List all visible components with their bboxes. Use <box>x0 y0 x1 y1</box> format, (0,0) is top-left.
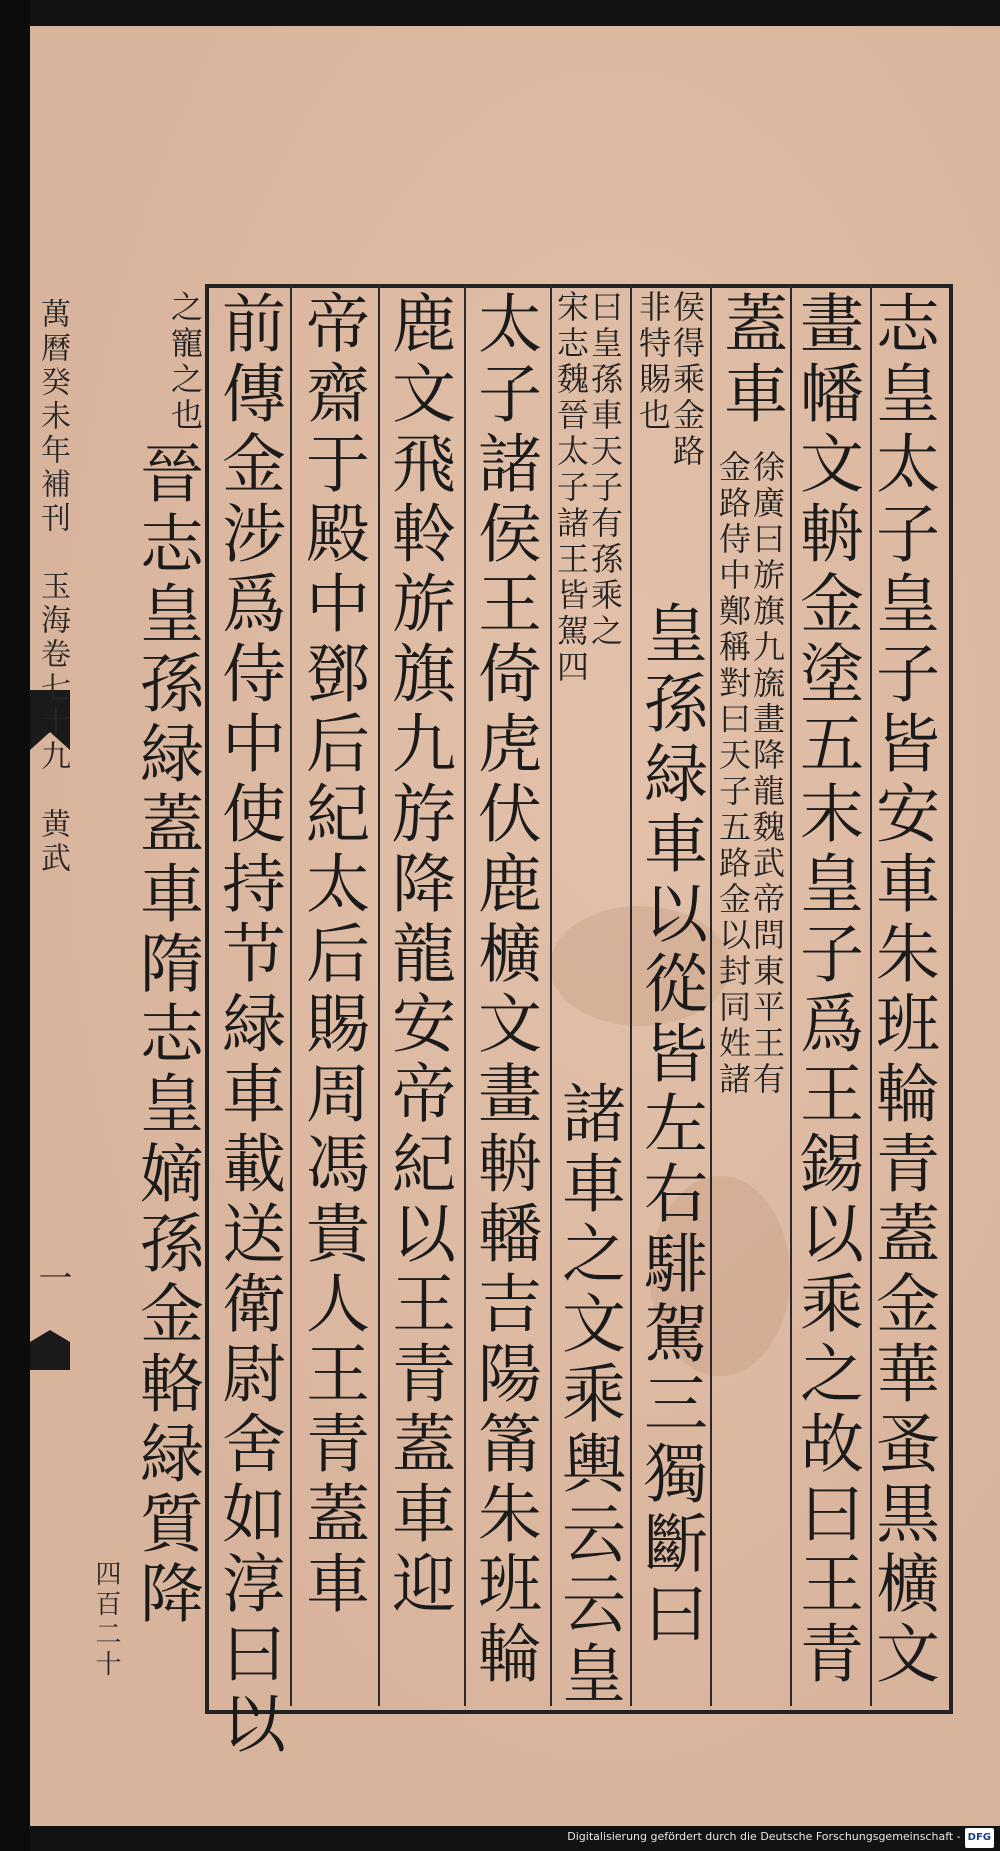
annotation-left: 宋志魏晉太子諸王皆駕四 <box>552 290 590 686</box>
column-lead-text: 蓋車 <box>713 290 787 430</box>
scan-dark-edge <box>0 0 30 1851</box>
text-column-10: 晉志皇孫緑蓋車隋志皇嫡孫金輅緑質降 <box>129 440 203 1630</box>
column-rule <box>630 284 632 1706</box>
margin-bottom-count: 四百二十 <box>91 1560 121 1680</box>
text-column-10-lead <box>130 290 204 434</box>
margin-title: 萬曆癸未年補刊 玉海卷七十九 黄武 <box>35 298 70 876</box>
text-column-2: 畫幡文輈金塗五末皇子爲王錫以乘之故曰王青 <box>789 290 863 1690</box>
annotation-pair-3 <box>714 450 786 1700</box>
footer-credit-text: Digitalisierung gefördert durch die Deutsche Forschungsgemeinschaft - <box>567 1830 961 1843</box>
annotation-right: 徐廣曰旂旗九旒畫降龍魏武帝問東平王有 <box>748 450 786 1098</box>
text-column-8: 帝齋于殿中鄧后紀太后賜周馮貴人王青蓋車 <box>295 290 369 1620</box>
annotation-lead: 之寵之也 <box>166 290 204 434</box>
text-column-7: 鹿文飛軨旂旗九斿降龍安帝紀以王青蓋車迎 <box>381 290 455 1620</box>
annotation-pair-5 <box>552 290 624 1070</box>
column-rule <box>290 284 292 1706</box>
text-column-1: 志皇太子皇子皆安車朱班輪青蓋金華蚤黒櫎文 <box>865 290 939 1690</box>
annotation-left: 金路侍中鄭稱對曰天子五路金以封同姓諸 <box>714 450 752 1098</box>
margin-page-number: 一 <box>32 1260 72 1298</box>
annotation-right: 曰皇孫車天子有孫乘之 <box>586 290 624 650</box>
column-rule <box>710 284 712 1706</box>
footer-credit <box>567 1827 994 1847</box>
annotation-right: 侯得乘金路 <box>668 290 706 470</box>
column-rule <box>464 284 466 1706</box>
annotation-pair-4 <box>634 290 706 590</box>
annotation-left: 非特賜也 <box>634 290 672 434</box>
text-column-4-tail: 皇孫緑車以從皆左右騑駕三獨斷曰 <box>633 600 707 1650</box>
text-column-5-tail: 諸車之文乘輿云云皇 <box>551 1080 625 1710</box>
dfg-logo: DFG <box>965 1828 994 1848</box>
column-rule <box>378 284 380 1706</box>
text-column-6: 太子諸侯王倚虎伏鹿櫎文畫輈轓吉陽筩朱班輪 <box>467 290 541 1690</box>
text-column-9: 前傳金涉爲侍中使持节緑車載送衛尉舍如淳曰以 <box>211 290 285 1760</box>
